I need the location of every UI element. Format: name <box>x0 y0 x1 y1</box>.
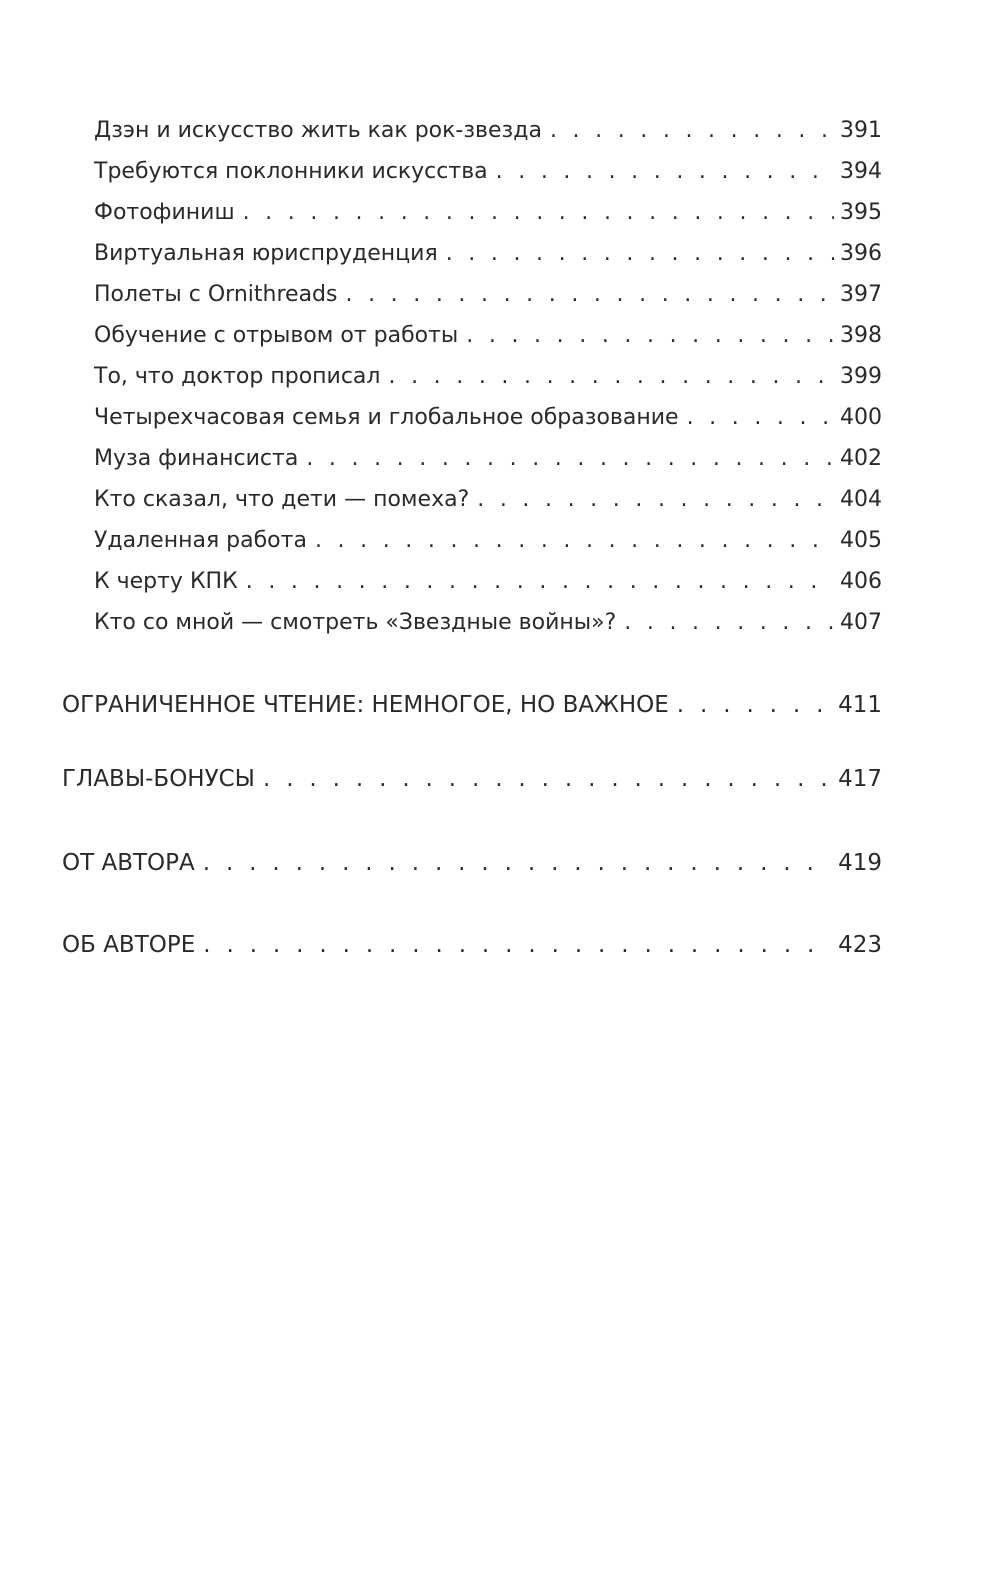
toc-entry-title: К черту КПК <box>94 569 238 594</box>
toc-entry[interactable] <box>94 157 882 187</box>
toc-entry-page: 404 <box>840 487 882 512</box>
dot-leader <box>687 403 834 433</box>
toc-entry[interactable] <box>94 321 882 351</box>
toc-section[interactable] <box>62 690 882 720</box>
toc-entry[interactable] <box>94 444 882 474</box>
toc-entry[interactable] <box>94 239 882 269</box>
toc-entry[interactable] <box>94 485 882 515</box>
toc-entry-title: Дзэн и искусство жить как рок-звезда <box>94 118 542 143</box>
toc-entry[interactable] <box>94 116 882 146</box>
toc-entry-title: Полеты с Ornithreads <box>94 282 338 307</box>
toc-entry-page: 400 <box>840 405 882 430</box>
dot-leader <box>306 444 834 474</box>
toc-entry-title: Муза финансиста <box>94 446 299 471</box>
toc-entry-title: Удаленная работа <box>94 528 307 553</box>
toc-entry[interactable] <box>94 198 882 228</box>
toc-entry-page: 397 <box>840 282 882 307</box>
toc-entry[interactable] <box>94 362 882 392</box>
toc-entry-title: Обучение с отрывом от работы <box>94 323 459 348</box>
toc-entry-page: 407 <box>840 610 882 635</box>
toc-entry-page: 391 <box>840 118 882 143</box>
toc-section-title: ОГРАНИЧЕННОЕ ЧТЕНИЕ: НЕМНОГОЕ, НО ВАЖНОЕ <box>62 692 669 718</box>
toc-entry-title: Кто со мной — смотреть «Звездные войны»? <box>94 610 617 635</box>
dot-leader <box>624 608 834 638</box>
toc-entry-title: Кто сказал, что дети — помеха? <box>94 487 470 512</box>
toc-entry-page: 398 <box>840 323 882 348</box>
toc-section-title: ОБ АВТОРЕ <box>62 932 196 958</box>
toc-entry-page: 399 <box>840 364 882 389</box>
dot-leader <box>203 930 832 960</box>
dot-leader <box>496 157 834 187</box>
dot-leader <box>243 198 834 228</box>
dot-leader <box>345 280 834 310</box>
toc-section[interactable] <box>62 764 882 794</box>
toc-entry-title: Фотофиниш <box>94 200 235 225</box>
toc-entry-page: 406 <box>840 569 882 594</box>
toc-section-title: ОТ АВТОРА <box>62 850 195 876</box>
dot-leader <box>477 485 834 515</box>
toc-entry-title: Четырехчасовая семья и глобальное образование <box>94 405 679 430</box>
toc-section-page: 411 <box>838 692 882 718</box>
toc-entry[interactable] <box>94 608 882 638</box>
dot-leader <box>263 764 832 794</box>
dot-leader <box>446 239 834 269</box>
toc-section-title: ГЛАВЫ-БОНУСЫ <box>62 766 255 792</box>
toc-entry-title: То, что доктор прописал <box>94 364 381 389</box>
toc-entry-page: 394 <box>840 159 882 184</box>
toc-section-page: 419 <box>838 850 882 876</box>
toc-entry-title: Виртуальная юриспруденция <box>94 241 438 266</box>
toc-entry[interactable] <box>94 567 882 597</box>
toc-entry-page: 405 <box>840 528 882 553</box>
toc-section-page: 423 <box>838 932 882 958</box>
toc-section-page: 417 <box>838 766 882 792</box>
toc-entry[interactable] <box>94 280 882 310</box>
toc-entry-page: 396 <box>840 241 882 266</box>
dot-leader <box>677 690 832 720</box>
toc-entry-page: 395 <box>840 200 882 225</box>
toc-entry-page: 402 <box>840 446 882 471</box>
dot-leader <box>203 848 832 878</box>
dot-leader <box>466 321 834 351</box>
toc-entry[interactable] <box>94 526 882 556</box>
toc-entry[interactable] <box>94 403 882 433</box>
dot-leader <box>246 567 834 597</box>
toc-entry-title: Требуются поклонники искусства <box>94 159 488 184</box>
dot-leader <box>315 526 834 556</box>
toc-section[interactable] <box>62 930 882 960</box>
toc-section[interactable] <box>62 848 882 878</box>
dot-leader <box>388 362 834 392</box>
dot-leader <box>550 116 834 146</box>
